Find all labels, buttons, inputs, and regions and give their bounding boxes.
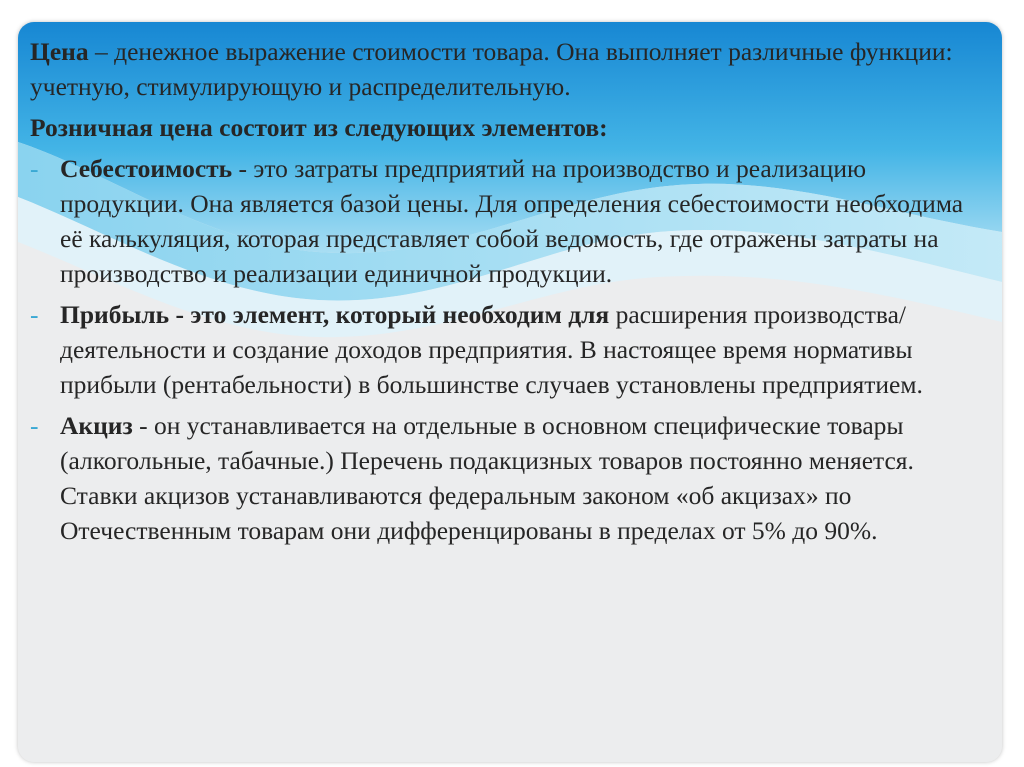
item-text: - это затраты предприятий на производство и реализацию продукции. Она является базой цены. Для определения себестоимости необходима её калькуляция, которая представляет собой ведомость, где отражены затраты на производство и реализации единичной продукции. bbox=[60, 154, 964, 288]
item-text: - он устанавливается на отдельные в основном специфические товары (алкогольные, табачные.) Перечень подакцизных товаров постоянно меняется. Ставки акцизов устанавливаются федеральным законом «об акцизах» по Отечественным товарам они дифференцированы в пределах от 5% до 90%. bbox=[60, 411, 914, 545]
slide bbox=[18, 22, 1002, 762]
item-term: Прибыль - это элемент, который необходим для bbox=[60, 300, 610, 329]
bullet-dash: - bbox=[30, 300, 39, 329]
list-item-cost bbox=[30, 151, 990, 291]
bullet-dash: - bbox=[30, 411, 39, 440]
intro-text: – денежное выражение стоимости товара. Она выполняет различные функции: учетную, стимулирующую и распределительную. bbox=[30, 37, 953, 101]
section-heading: Розничная цена состоит из следующих элементов: bbox=[30, 113, 608, 142]
item-text: расширения производства/деятельности и создание доходов предприятия. В настоящее время нормативы прибыли (рентабельности) в большинстве случаев установлены предприятием. bbox=[60, 300, 923, 399]
item-term: Акциз bbox=[60, 411, 133, 440]
intro-term: Цена bbox=[30, 37, 89, 66]
slide-content bbox=[30, 34, 990, 554]
list-item-excise bbox=[30, 408, 990, 548]
list-item-profit bbox=[30, 297, 990, 402]
intro-paragraph bbox=[30, 34, 990, 104]
item-term: Себестоимость bbox=[60, 154, 233, 183]
bullet-dash: - bbox=[30, 154, 39, 183]
